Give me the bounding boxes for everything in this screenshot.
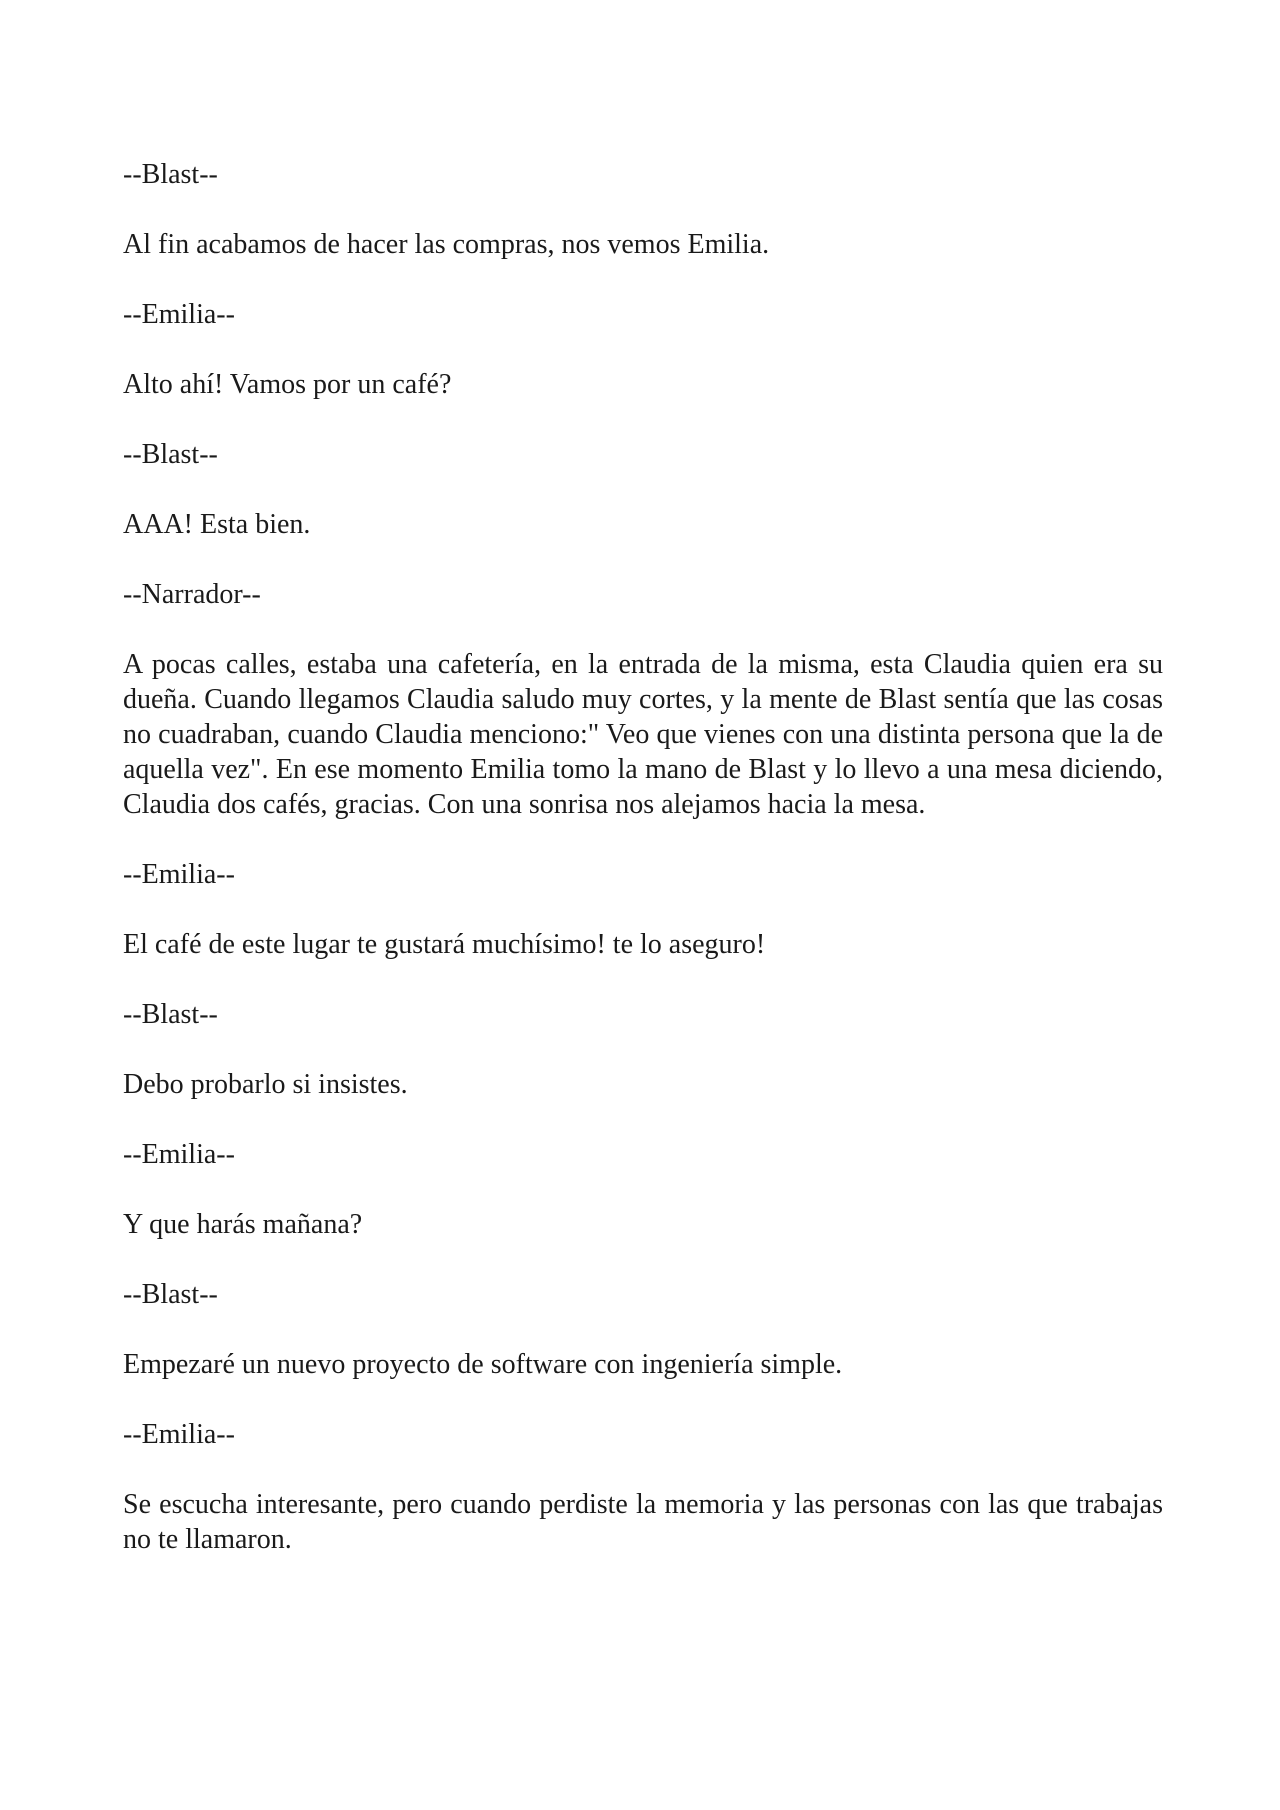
dialogue-line: Empezaré un nuevo proyecto de software con ingeniería simple.	[123, 1349, 843, 1380]
speaker-label-narrador: --Narrador--	[123, 579, 261, 610]
document-body	[123, 157, 1163, 1592]
dialogue-line: Alto ahí! Vamos por un café?	[123, 369, 452, 400]
speaker-label-emilia: --Emilia--	[123, 1139, 235, 1170]
speaker-label-emilia: --Emilia--	[123, 299, 235, 330]
speaker-label-blast: --Blast--	[123, 159, 218, 190]
speaker-label-blast: --Blast--	[123, 1279, 218, 1310]
dialogue-line: Se escucha interesante, pero cuando perdiste la memoria y las personas con las que trabajas no te llamaron.	[123, 1489, 1163, 1555]
speaker-label-emilia: --Emilia--	[123, 859, 235, 890]
narration-paragraph: A pocas calles, estaba una cafetería, en la entrada de la misma, esta Claudia quien era su dueña. Cuando llegamos Claudia saludo muy cortes, y la mente de Blast sentía que las cosas no cuadraban, cuando Claudia menciono:" Veo que vienes con una distinta persona que la de aquella vez". En ese momento Emilia tomo la mano de Blast y lo llevo a una mesa diciendo, Claudia dos cafés, gracias. Con una sonrisa nos alejamos hacia la mesa.	[123, 649, 1163, 820]
speaker-label-emilia: --Emilia--	[123, 1419, 235, 1450]
dialogue-line: El café de este lugar te gustará muchísimo! te lo aseguro!	[123, 929, 766, 960]
dialogue-line: AAA! Esta bien.	[123, 509, 311, 540]
speaker-label-blast: --Blast--	[123, 439, 218, 470]
dialogue-line: Al fin acabamos de hacer las compras, nos vemos Emilia.	[123, 229, 770, 260]
dialogue-line: Y que harás mañana?	[123, 1209, 363, 1240]
speaker-label-blast: --Blast--	[123, 999, 218, 1030]
dialogue-line: Debo probarlo si insistes.	[123, 1069, 408, 1100]
